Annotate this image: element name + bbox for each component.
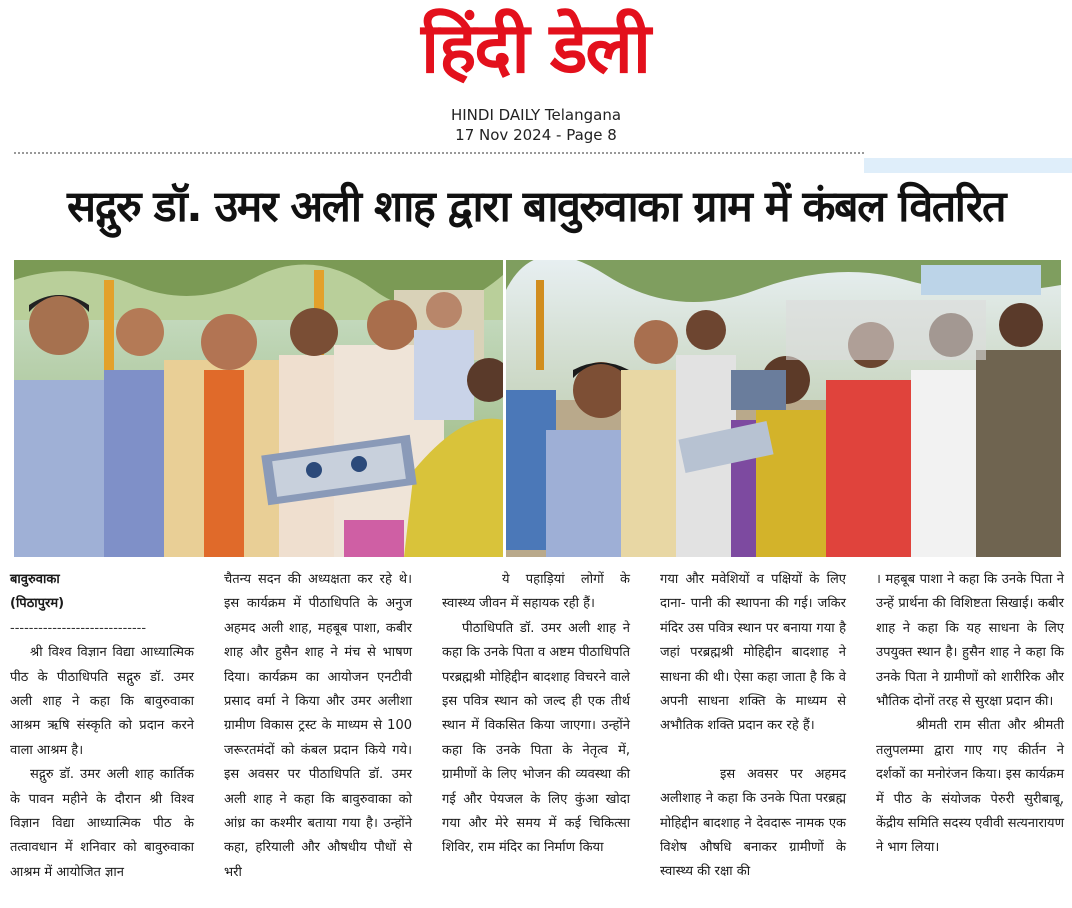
article-paragraph: इस अवसर पर अहमद अलीशाह ने कहा कि उनके पिता परब्रह्म मोहिद्दीन बादशाह ने देवदारू नामक एक विशेष औषधि बनाकर ग्रामीणों के स्वास्थ्य की रक्षा की: [660, 766, 846, 880]
article-column-1: [10, 568, 194, 885]
article-paragraph: चैतन्य सदन की अध्यक्षता कर रहे थे। इस कार्यक्रम में पीठाधिपति के अनुज अहमद अली शाह, महबूब पाशा, कबीर शाह और हुसैन शाह ने मंच से भाषण दिया। कार्यक्रम का आयोजन एनटीवी प्रसाद वर्मा ने किया और उमर अलीशा ग्रामीण विकास ट्रस्ट के माध्यम से 100 जरूरतमंदों को कंबल प्रदान किये गये। इस अवसर पर पीठाधिपति डॉ. उमर अली शाह ने कहा कि बावुरुवाका को आंध्र का कश्मीर बताया गया है। उन्होंने कहा, हरियाली और औषधीय पौधों से भरी: [224, 572, 412, 880]
article-paragraph: गया और मवेशियों व पक्षियों के लिए दाना- पानी की स्थापना की गई। जकिर मंदिर उस पवित्र स्थान पर बनाया गया है जहां परब्रह्मश्री मोहिद्दीन बादशाह ने साधना की थी। ऐसा कहा जाता है कि वे अपनी साधना शक्ति के माध्यम से अभौतिक शक्ति प्रदान कर रहे हैं।: [660, 572, 846, 734]
article-paragraph: पीठाधिपति डॉ. उमर अली शाह ने कहा कि उनके पिता व अष्टम पीठाधिपति परब्रह्मश्री मोहिद्दीन बादशाह विचरने वाले इस पवित्र स्थान को जल्द ही एक तीर्थ स्थान में विकसित किया जाएगा। उन्होंने कहा कि उनके पिता के नेतृत्व में, ग्रामीणों के लिए भोजन की व्यवस्था की गई और पेयजल के लिए कुंआ खोदा गया और मेरे समय में कई चिकित्सा शिविर, राम मंदिर का निर्माण किया: [442, 620, 630, 856]
article-column-4: [660, 568, 846, 885]
article-paragraph: श्रीमती राम सीता और श्रीमती तलुपलम्मा द्वारा गाए गए कीर्तन ने दर्शकों का मनोरंजन किया। इस कार्यक्रम में पीठ के संयोजक पेरुरी सुरीबाबू, केंद्रीय समिति सदस्य एवीवी सत्यनारायण ने भाग लिया।: [876, 718, 1064, 856]
clipping-edge-tint: [864, 158, 1072, 173]
clipping-edge: [14, 152, 864, 160]
dateline-place: बावुरुवाका: [10, 572, 60, 587]
article-paragraph: । महबूब पाशा ने कहा कि उनके पिता ने उन्हें प्रार्थना की विशिष्टता सिखाई। कबीर शाह ने कहा कि यह साधना के लिए उपयुक्त स्थान है। हुसैन शाह ने कहा कि उनके पिता ने ग्रामीणों को शारीरिक और भौतिक दोनों तरह से सुरक्षा प्रदान की।: [876, 572, 1064, 710]
publication-date-page: 17 Nov 2024 - Page 8: [455, 126, 617, 144]
article-column-5: [876, 568, 1064, 861]
article-column-3: [442, 568, 630, 861]
dateline-rule: -----------------------------: [10, 620, 147, 636]
article-paragraph: ये पहाड़ियां लोगों के स्वास्थ्य जीवन में सहायक रही हैं।: [442, 572, 630, 612]
photo-villagers-receiving-blankets: [506, 260, 1061, 557]
article-headline: सद्गुरु डॉ. उमर अली शाह द्वारा बावुरुवाका ग्राम में कंबल वितरित: [66, 182, 1006, 232]
article-paragraph: सद्गुरु डॉ. उमर अली शाह कार्तिक के पावन महीने के दौरान श्री विश्व विज्ञान विद्या आध्यात्मिक पीठ के तत्वावधान में शनिवार को बावुरुवाका आश्रम में आयोजित ज्ञान: [10, 767, 194, 880]
article-photo-left: [14, 260, 503, 557]
masthead: [0, 0, 1072, 150]
article-column-2: [224, 568, 412, 885]
article-paragraph: श्री विश्व विज्ञान विद्या आध्यात्मिक पीठ के पीठाधिपति सद्गुरु डॉ. उमर अली शाह ने कहा कि बावुरुवाका आश्रम ऋषि संस्कृति को प्रदान करने वाला आश्रम है।: [10, 645, 194, 758]
article-photo-right: [506, 260, 1061, 557]
publication-name: HINDI DAILY Telangana: [450, 106, 622, 124]
photo-blanket-presentation-group: [14, 260, 503, 557]
dateline-sub: (पिठापुरम): [10, 596, 65, 612]
newspaper-logo: हिंदी डेली: [420, 7, 649, 89]
